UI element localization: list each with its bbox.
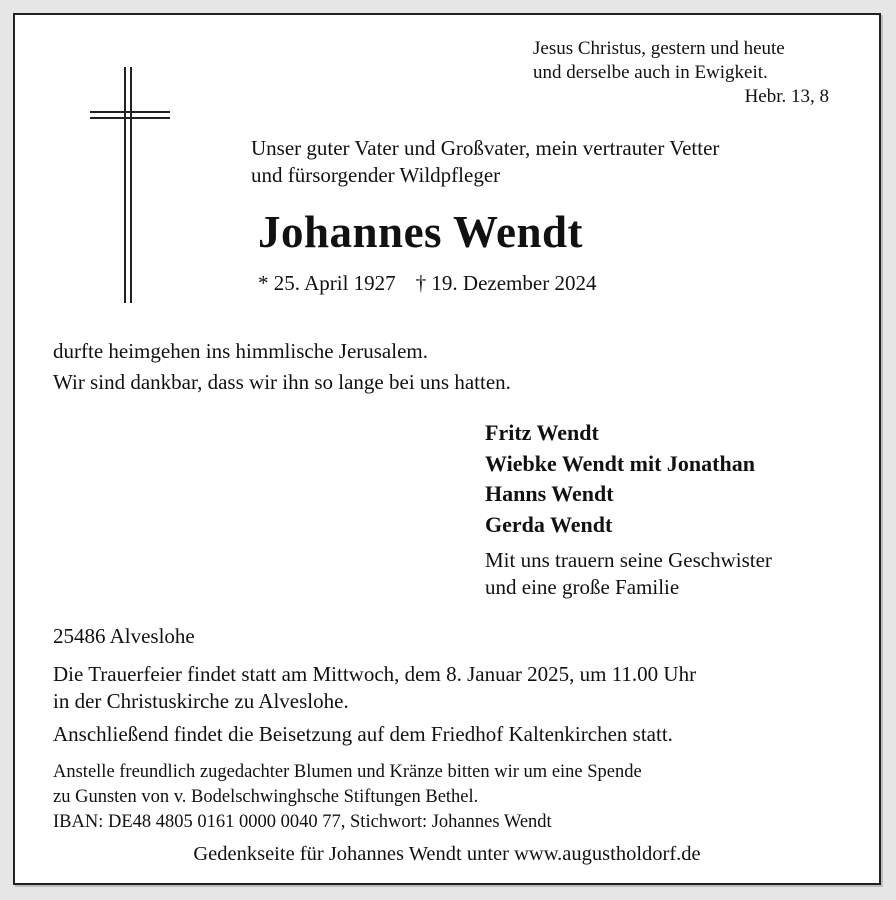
ceremony-text [53,661,696,715]
intro-text [251,135,719,189]
donation-line: IBAN: DE48 4805 0161 0000 0040 77, Stichwort: Johannes Wendt [53,812,552,832]
death-date: † 19. Dezember 2024 [415,271,597,295]
donation-line: zu Gunsten von v. Bodelschwinghsche Stiftungen Bethel. [53,787,479,807]
mourner-name: Gerda Wendt [485,511,613,537]
message-line: durfte heimgehen ins himmlische Jerusalem. [53,339,428,363]
verse-line: und derselbe auch in Ewigkeit. [533,62,768,83]
ceremony-line: Die Trauerfeier findet statt am Mittwoch, dem 8. Januar 2025, um 11.00 Uhr [53,662,697,686]
message-line: Wir sind dankbar, dass wir ihn so lange bei uns hatten. [53,370,511,394]
intro-line: und fürsorgender Wildpfleger [251,163,501,187]
mourners-list [485,418,755,540]
verse-line: Jesus Christus, gestern und heute [533,38,785,59]
mourner-name: Wiebke Wendt mit Jonathan [485,450,755,476]
life-dates [258,271,596,296]
intro-line: Unser guter Vater und Großvater, mein vertrauter Vetter [251,136,720,160]
obituary-notice [13,13,881,885]
birth-date: * 25. April 1927 [258,271,396,295]
cross-icon [90,67,170,303]
burial-text: Anschließend findet die Beisetzung auf dem Friedhof Kaltenkirchen statt. [53,722,673,746]
donation-text [53,760,642,835]
message-text [53,336,511,398]
also-mourning-text [485,547,772,601]
also-mourning-line: und eine große Familie [485,575,680,599]
verse-reference: Hebr. 13, 8 [744,86,829,107]
mourner-name: Hanns Wendt [485,481,614,506]
bible-verse [533,37,785,85]
deceased-name: Johannes Wendt [258,207,584,257]
memorial-page-text: Gedenkseite für Johannes Wendt unter www.augustholdorf.de [193,843,701,865]
ceremony-line: in der Christuskirche zu Alveslohe. [53,689,349,713]
place-text: 25486 Alveslohe [53,624,195,648]
donation-line: Anstelle freundlich zugedachter Blumen und Kränze bitten wir um eine Spende [53,762,642,782]
mourner-name: Fritz Wendt [485,420,599,445]
also-mourning-line: Mit uns trauern seine Geschwister [485,548,772,572]
